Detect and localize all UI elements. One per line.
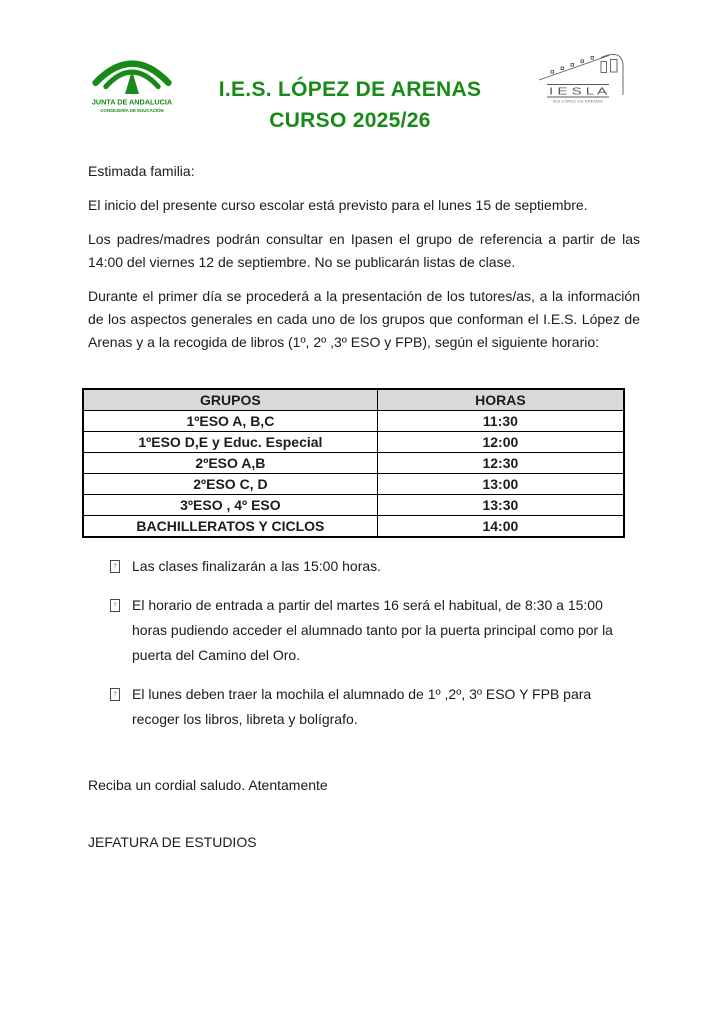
column-header-horas: HORAS [377, 389, 624, 411]
notes-bullet-list [88, 554, 640, 732]
title-course-year: CURSO 2025/26 [269, 109, 431, 132]
table-row [83, 411, 624, 432]
group-cell: 3ºESO , 4º ESO [83, 495, 377, 516]
document-title [150, 74, 550, 136]
table-row [83, 453, 624, 474]
logo-roof-square-3 [571, 64, 574, 67]
junta-org-name: JUNTA DE ANDALUCIA [91, 99, 173, 107]
iesla-acronym: I E S L A [549, 86, 608, 98]
logo-roof-line [539, 56, 609, 81]
bullet-end-time: Las clases finalizarán a las 15:00 horas. [132, 558, 382, 574]
table-row [83, 495, 624, 516]
logo-roof-square-1 [551, 71, 554, 74]
group-cell: 1ºESO D,E y Educ. Especial [83, 432, 377, 453]
column-header-grupos: GRUPOS [83, 389, 377, 411]
time-cell: 13:30 [377, 495, 624, 516]
group-cell: BACHILLERATOS Y CICLOS [83, 516, 377, 538]
table-row [83, 432, 624, 453]
signature-line: JEFATURA DE ESTUDIOS [88, 834, 257, 850]
time-cell: 12:00 [377, 432, 624, 453]
table-row [83, 516, 624, 538]
junta-department-name: CONSEJERÍA DE EDUCACIÓN [100, 108, 165, 114]
time-cell: 11:30 [377, 411, 624, 432]
group-cell: 2ºESO A,B [83, 453, 377, 474]
table-header-row [83, 389, 624, 411]
bullet-backpack: El lunes deben traer la mochila el alumnado de 1º ,2º, 3º ESO Y FPB para recoger los libros, libreta y bolígrafo. [132, 686, 592, 727]
list-item [110, 593, 640, 668]
time-cell: 14:00 [377, 516, 624, 538]
missing-glyph-bullet-icon [110, 688, 120, 701]
title-school-name: I.E.S. LÓPEZ DE ARENAS [218, 78, 482, 101]
missing-glyph-bullet-icon [110, 599, 120, 612]
bullet-entry-schedule: El horario de entrada a partir del martes 16 será el habitual, de 8:30 a 15:00 horas pudiendo acceder el alumnado tanto por la puerta principal como por la puerta del Camino del Oro. [132, 597, 613, 663]
list-item [110, 682, 640, 732]
logo-window-1 [601, 62, 607, 73]
missing-glyph-bullet-icon [110, 560, 120, 573]
logo-roof-square-5 [591, 57, 594, 60]
schedule-table [82, 388, 625, 538]
closing-line: Reciba un cordial saludo. Atentamente [88, 777, 328, 793]
time-cell: 13:00 [377, 474, 624, 495]
paragraph-ipasen: Los padres/madres podrán consultar en Ipasen el grupo de referencia a partir de las 14:00 del viernes 12 de septiembre. No se publicarán listas de clase. [88, 231, 640, 270]
letter-body [88, 160, 640, 865]
logo-roof-square-4 [581, 60, 584, 63]
list-item [110, 554, 640, 579]
paragraph-start-date: El inicio del presente curso escolar está previsto para el lunes 15 de septiembre. [88, 197, 588, 213]
group-cell: 2ºESO C, D [83, 474, 377, 495]
iesla-caption: IES LÓPEZ DE ARENAS [553, 99, 591, 104]
paragraph-first-day: Durante el primer día se procederá a la presentación de los tutores/as, a la información de los aspectos generales en cada uno de los grupos que conforman el I.E.S. López de Arenas y a la recogida de libros (1º, 2º ,3º ESO y FPB), según el siguiente horario: [88, 288, 640, 350]
salutation: Estimada familia: [88, 163, 195, 179]
iesla-school-logo [535, 40, 643, 112]
logo-window-2 [611, 60, 618, 73]
time-cell: 12:30 [377, 453, 624, 474]
logo-roof-square-2 [561, 67, 564, 70]
group-cell: 1ºESO A, B,C [83, 411, 377, 432]
table-row [83, 474, 624, 495]
